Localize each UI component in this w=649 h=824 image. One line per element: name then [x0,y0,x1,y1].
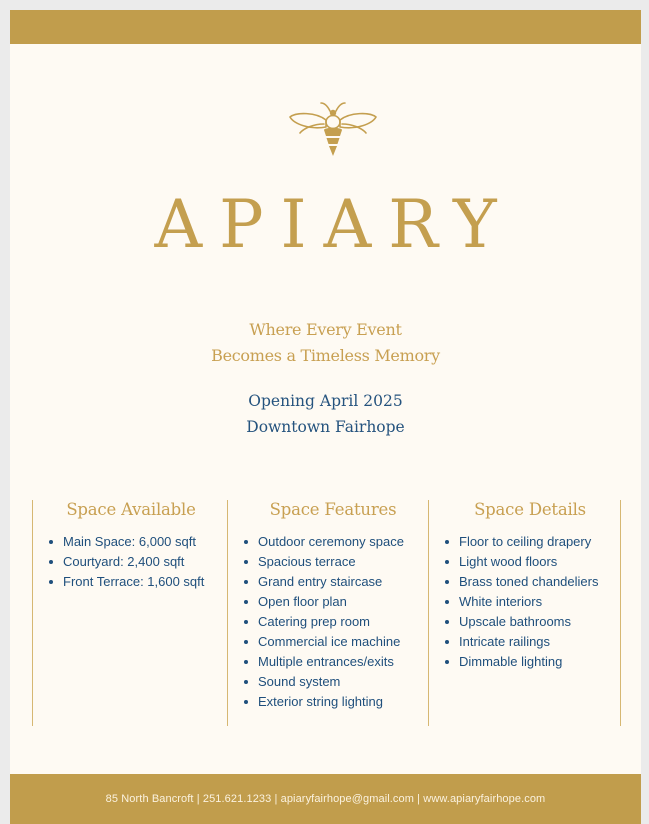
column-heading: Space Details [474,500,586,519]
list-item: Sound system [244,672,422,692]
list-item: Main Space: 6,000 sqft [49,532,213,552]
top-gold-band [10,10,641,44]
list-item: Floor to ceiling drapery [445,532,615,552]
opening-date: Opening April 2025 [248,392,403,410]
list-item: Exterior string lighting [244,692,422,712]
tagline [10,317,641,369]
list-item: Brass toned chandeliers [445,572,615,592]
list-item: Catering prep room [244,612,422,632]
list-item: Front Terrace: 1,600 sqft [49,572,213,592]
column-divider [227,500,228,726]
opening-location: Downtown Fairhope [246,418,405,436]
opening-info [10,388,641,440]
space-features-column [244,500,422,712]
list-item: Upscale bathrooms [445,612,615,632]
list-item: Grand entry staircase [244,572,422,592]
footer-band [10,774,641,824]
list-item: Outdoor ceremony space [244,532,422,552]
info-columns [32,500,622,726]
space-available-column [49,500,213,592]
list-item: Commercial ice machine [244,632,422,652]
list-item: White interiors [445,592,615,612]
tagline-line-2: Becomes a Timeless Memory [211,346,440,365]
list-item: Dimmable lighting [445,652,615,672]
column-heading: Space Available [66,500,196,519]
space-details-column [445,500,615,672]
column-divider [428,500,429,726]
column-divider [32,500,33,726]
list-item: Intricate railings [445,632,615,652]
flyer-page [10,10,641,824]
brand-title: APIARY [154,186,514,263]
column-divider [620,500,621,726]
list-item: Light wood floors [445,552,615,572]
bee-icon [288,100,378,158]
footer-contact: 85 North Bancroft | 251.621.1233 | apiaryfairhope@gmail.com | www.apiaryfairhope.com [105,793,546,805]
list-item: Spacious terrace [244,552,422,572]
tagline-line-1: Where Every Event [249,320,402,339]
column-heading: Space Features [269,500,397,519]
list-item: Multiple entrances/exits [244,652,422,672]
list-item: Courtyard: 2,400 sqft [49,552,213,572]
list-item: Open floor plan [244,592,422,612]
